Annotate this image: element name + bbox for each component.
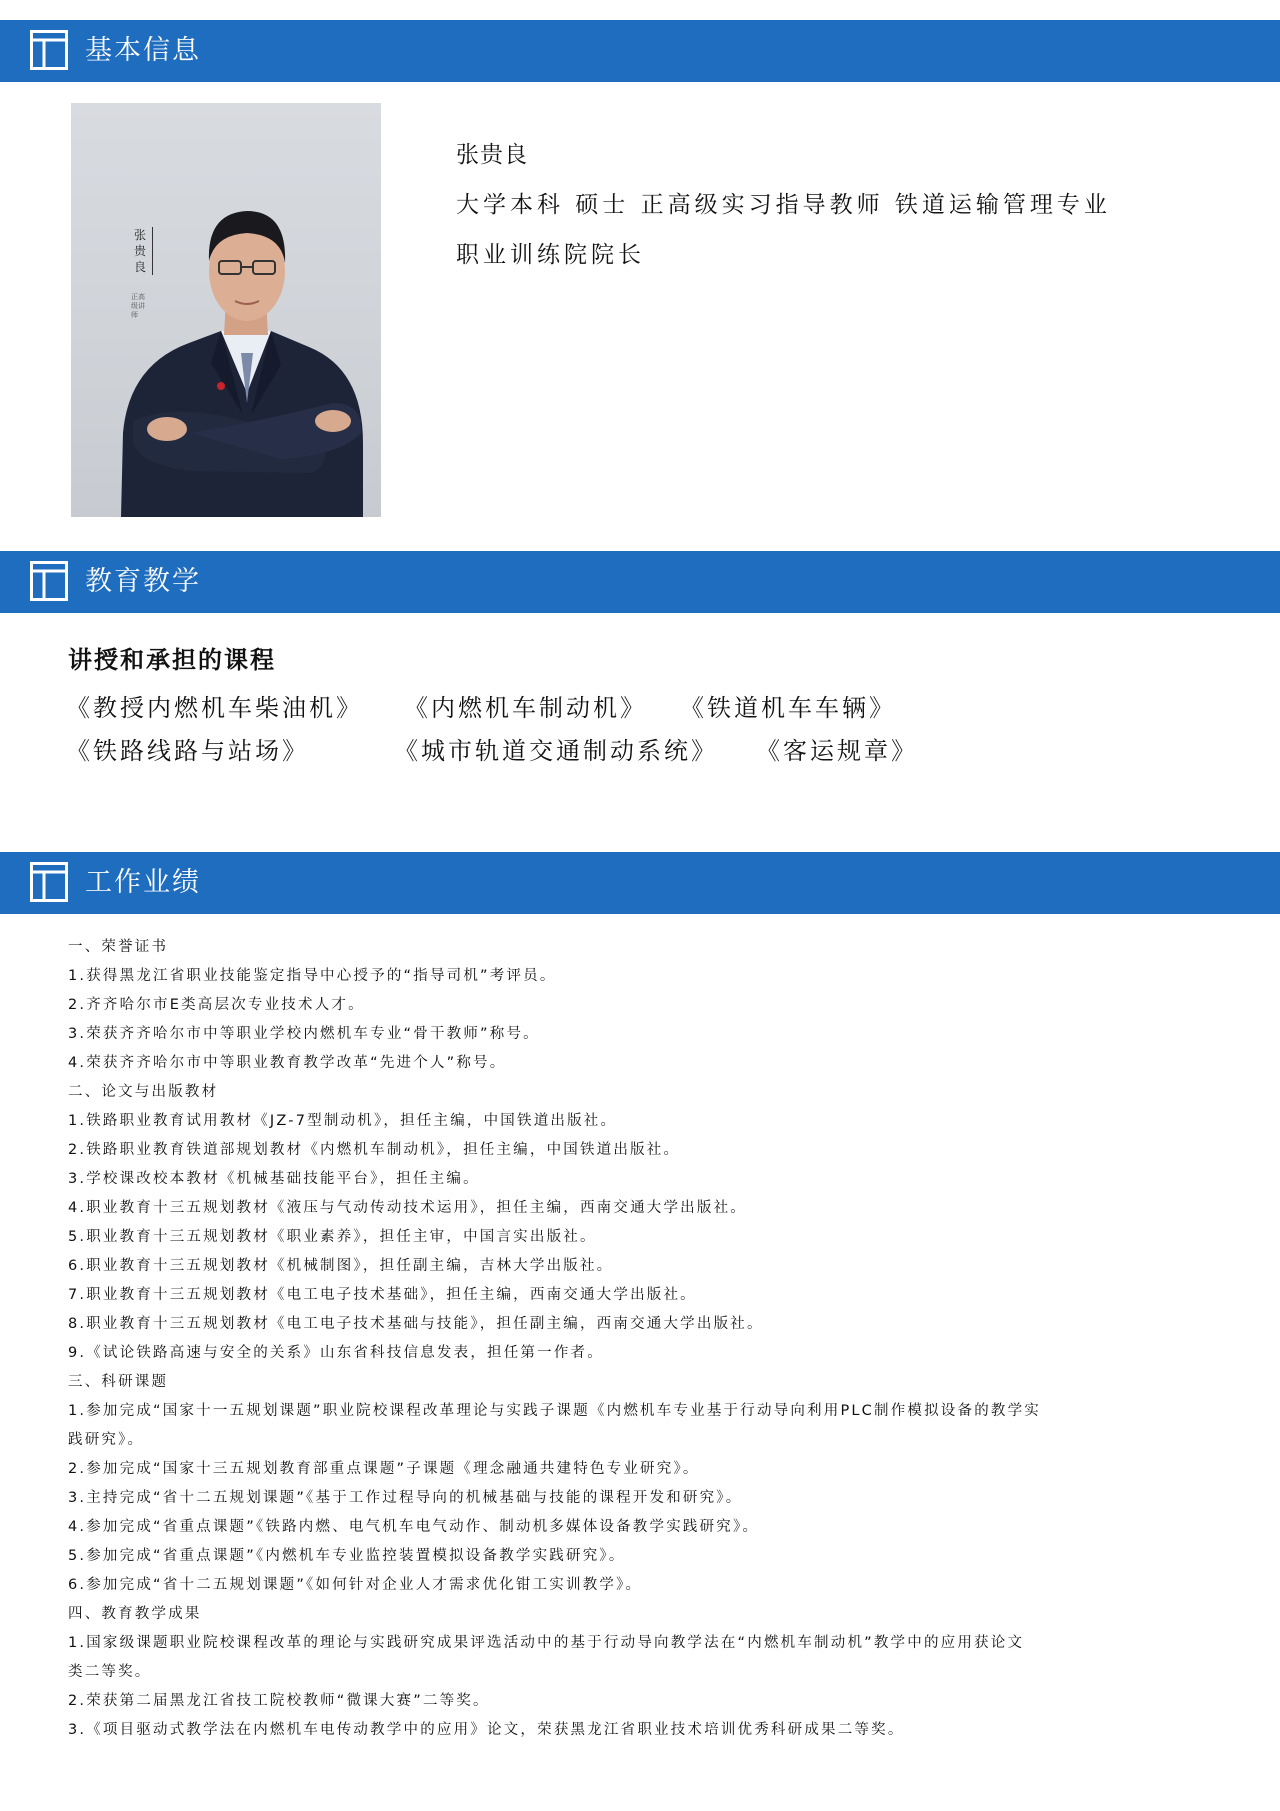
list-item: 2.荣获第二届黑龙江省技工院校教师“微课大赛”二等奖。 [68,1693,490,1709]
course-item: 《铁道机车车辆》 [680,694,896,722]
list-item: 3.学校课改校本教材《机械基础技能平台》，担任主编。 [68,1171,480,1187]
section-header-basic-info [0,20,1280,82]
list-item: 2.铁路职业教育铁道部规划教材《内燃机车制动机》，担任主编，中国铁道出版社。 [68,1142,681,1158]
course-item: 《铁路线路与站场》 [66,737,309,765]
work-achievements-list [68,933,1218,1745]
list-item: 1.国家级课题职业院校课程改革的理论与实践研究成果评选活动中的基于行动导向教学法在“内燃机车制动机”教学中的应用获论文 [68,1635,1025,1651]
list-item: 类二等奖。 [68,1664,152,1680]
list-item: 8.职业教育十三五规划教材《电工电子技术基础与技能》，担任副主编，西南交通大学出版社。 [68,1316,764,1332]
section-header-education [0,551,1280,613]
section-title: 工作业绩 [85,867,201,898]
portrait-photo [71,103,381,517]
course-item: 《城市轨道交通制动系统》 [394,737,718,765]
list-item: 5.参加完成“省重点课题”《内燃机车专业监控装置模拟设备教学实践研究》。 [68,1548,626,1564]
section-title: 教育教学 [85,566,201,597]
portrait-illustration [71,103,381,517]
list-item: 1.铁路职业教育试用教材《JZ-7型制动机》，担任主编，中国铁道出版社。 [68,1113,618,1129]
person-name: 张贵良 [456,142,528,168]
courses-heading: 讲授和承担的课程 [68,646,276,674]
course-item: 《内燃机车制动机》 [404,694,647,722]
window-frame-icon [30,30,68,70]
list-item: 4.参加完成“省重点课题”《铁路内燃、电气机车电气动作、制动机多媒体设备教学实践研究》。 [68,1519,760,1535]
list-item: 7.职业教育十三五规划教材《电工电子技术基础》，担任主编，西南交通大学出版社。 [68,1287,697,1303]
list-item: 6.职业教育十三五规划教材《机械制图》，担任副主编，吉林大学出版社。 [68,1258,614,1274]
list-item: 一、荣誉证书 [68,939,169,955]
section-header-work [0,852,1280,914]
section-title: 基本信息 [85,35,201,66]
list-item: 5.职业教育十三五规划教材《职业素养》，担任主审，中国言实出版社。 [68,1229,597,1245]
list-item: 2.齐齐哈尔市E类高层次专业技术人才。 [68,997,365,1013]
course-item: 《教授内燃机车柴油机》 [66,694,363,722]
list-item: 四、教育教学成果 [68,1606,202,1622]
course-item: 《客运规章》 [756,737,918,765]
person-position: 职业训练院院长 [456,242,645,268]
photo-caption: 张贵良 [130,227,153,275]
list-item: 践研究》。 [68,1432,145,1448]
list-item: 4.荣获齐齐哈尔市中等职业教育教学改革“先进个人”称号。 [68,1055,507,1071]
list-item: 二、论文与出版教材 [68,1084,219,1100]
list-item: 1.参加完成“国家十一五规划课题”职业院校课程改革理论与实践子课题《内燃机车专业基于行动导向利用PLC制作模拟设备的教学实 [68,1403,1041,1419]
list-item: 2.参加完成“国家十三五规划教育部重点课题”子课题《理念融通共建特色专业研究》。 [68,1461,700,1477]
person-credentials: 大学本科 硕士 正高级实习指导教师 铁道运输管理专业 [456,192,1111,218]
list-item: 1.获得黑龙江省职业技能鉴定指导中心授予的“指导司机”考评员。 [68,968,557,984]
list-item: 9.《试论铁路高速与安全的关系》山东省科技信息发表，担任第一作者。 [68,1345,604,1361]
window-frame-icon [30,862,68,902]
window-frame-icon [30,561,68,601]
list-item: 三、科研课题 [68,1374,169,1390]
list-item: 4.职业教育十三五规划教材《液压与气动传动技术运用》，担任主编，西南交通大学出版社。 [68,1200,747,1216]
photo-caption-subtitle: 正高级讲师 [131,293,145,319]
list-item: 3.荣获齐齐哈尔市中等职业学校内燃机车专业“骨干教师”称号。 [68,1026,540,1042]
list-item: 3.《项目驱动式教学法在内燃机车电传动教学中的应用》论文，荣获黑龙江省职业技术培训优秀科研成果二等奖。 [68,1722,905,1738]
list-item: 6.参加完成“省十二五规划课题”《如何针对企业人才需求优化钳工实训教学》。 [68,1577,643,1593]
list-item: 3.主持完成“省十二五规划课题”《基于工作过程导向的机械基础与技能的课程开发和研究》。 [68,1490,743,1506]
